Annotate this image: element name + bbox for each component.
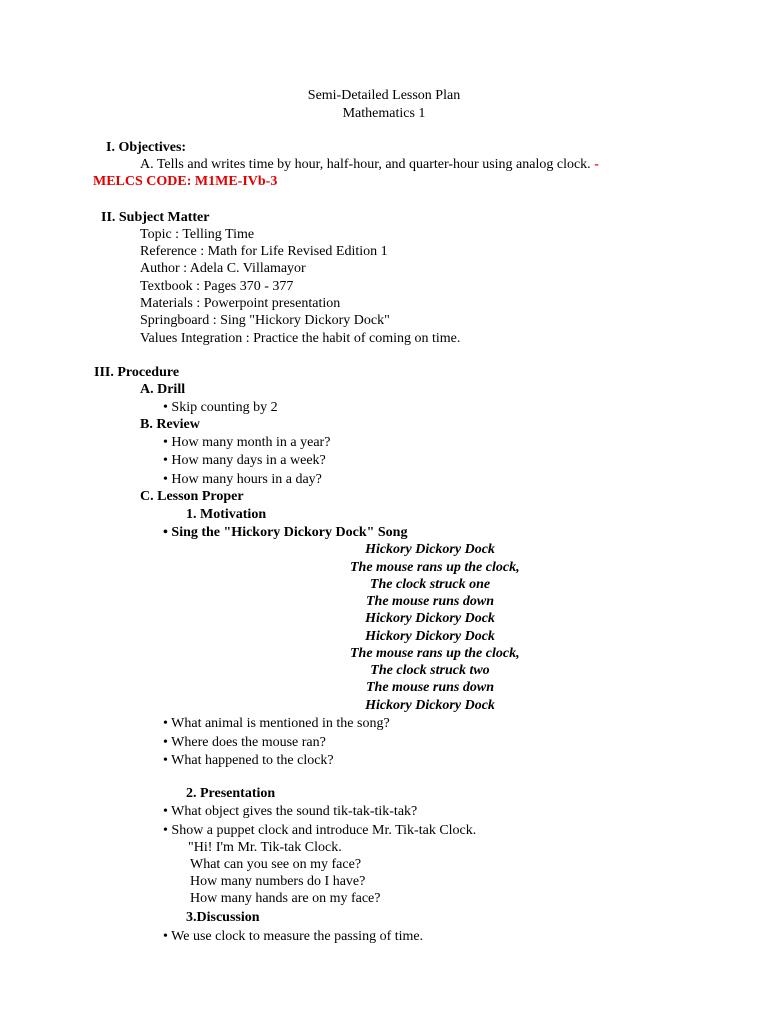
drill-heading: A. Drill — [140, 382, 186, 397]
subject-matter-topic: Topic : Telling Time — [140, 227, 255, 242]
melcs-code: MELCS CODE: M1ME-IVb-3 — [93, 174, 278, 189]
lyric-line: The clock struck one — [369, 577, 491, 592]
lyric-line: Hickory Dickory Dock — [365, 611, 495, 626]
lesson-proper-heading: C. Lesson Proper — [140, 489, 244, 504]
motivation-question: • Where does the mouse ran? — [163, 735, 326, 750]
subject-matter-springboard: Springboard : Sing "Hickory Dickory Dock" — [140, 313, 390, 328]
presentation-heading: 2. Presentation — [186, 786, 276, 801]
objective-text: A. Tells and writes time by hour, half-hour, and quarter-hour using analog clock. — [140, 157, 591, 172]
objective-dash: - — [594, 157, 599, 172]
lyric-line: Hickory Dickory Dock — [365, 698, 495, 713]
lyric-line: The mouse rans up the clock, — [350, 646, 520, 661]
lyric-line: The clock struck two — [370, 663, 490, 678]
dialogue-line: What can you see on my face? — [190, 857, 362, 872]
motivation-question: • What happened to the clock? — [163, 753, 334, 768]
procedure-heading: III. Procedure — [94, 365, 180, 380]
motivation-question: • What animal is mentioned in the song? — [163, 716, 390, 731]
subject-matter-author: Author : Adela C. Villamayor — [140, 261, 306, 276]
lyric-line: Hickory Dickory Dock — [365, 629, 495, 644]
objectives-heading: I. Objectives: — [106, 140, 187, 155]
review-item: • How many days in a week? — [163, 453, 326, 468]
dialogue-line: "Hi! I'm Mr. Tik-tak Clock. — [188, 840, 342, 855]
drill-item: • Skip counting by 2 — [163, 400, 278, 415]
discussion-heading: 3.Discussion — [186, 910, 260, 925]
dialogue-line: How many hands are on my face? — [190, 891, 381, 906]
discussion-item: • We use clock to measure the passing of time. — [163, 929, 424, 944]
motivation-heading: 1. Motivation — [186, 507, 267, 522]
lyric-line: The mouse runs down — [366, 594, 494, 609]
review-heading: B. Review — [140, 417, 200, 432]
lyric-line: The mouse runs down — [366, 680, 494, 695]
subject-matter-materials: Materials : Powerpoint presentation — [140, 296, 341, 311]
review-item: • How many month in a year? — [163, 435, 331, 450]
subject-matter-heading: II. Subject Matter — [101, 210, 210, 225]
subject-matter-textbook: Textbook : Pages 370 - 377 — [140, 279, 294, 294]
document-subject: Mathematics 1 — [342, 106, 426, 121]
objective-item — [140, 156, 599, 173]
subject-matter-values: Values Integration : Practice the habit of coming on time. — [140, 331, 461, 346]
lyric-line: The mouse rans up the clock, — [350, 560, 520, 575]
subject-matter-reference: Reference : Math for Life Revised Edition 1 — [140, 244, 388, 259]
document-title: Semi-Detailed Lesson Plan — [307, 88, 461, 103]
dialogue-line: How many numbers do I have? — [190, 874, 366, 889]
presentation-item: • Show a puppet clock and introduce Mr. Tik-tak Clock. — [163, 823, 477, 838]
lyric-line: Hickory Dickory Dock — [365, 542, 495, 557]
presentation-item: • What object gives the sound tik-tak-tik-tak? — [163, 804, 418, 819]
song-intro: • Sing the "Hickory Dickory Dock" Song — [163, 525, 408, 540]
review-item: • How many hours in a day? — [163, 472, 322, 487]
